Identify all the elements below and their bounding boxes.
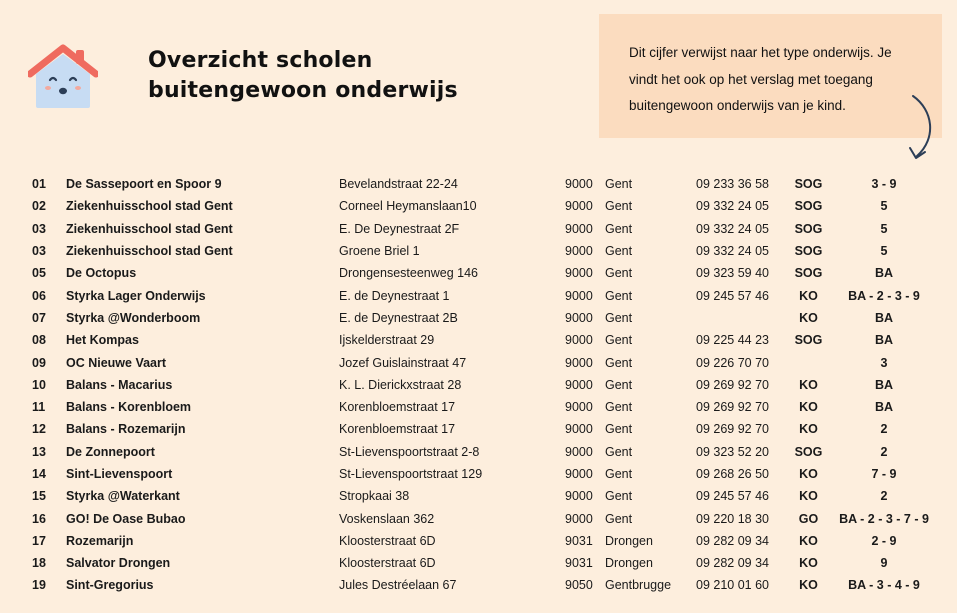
school-type: SOG — [794, 444, 823, 459]
school-street: Voskenslaan 362 — [339, 511, 435, 526]
school-num: 03 — [32, 221, 46, 236]
school-zip: 9000 — [565, 467, 593, 481]
school-code: BA - 2 - 3 - 9 — [848, 288, 920, 303]
school-street: St-Lievenspoortstraat 129 — [339, 467, 483, 481]
school-street: Kloosterstraat 6D — [339, 556, 436, 571]
school-zip: 9000 — [565, 199, 593, 214]
school-phone: 09 332 24 05 — [696, 221, 769, 236]
school-street: Groene Briel 1 — [339, 244, 420, 259]
house-mascot-icon — [28, 44, 98, 110]
school-phone: 09 323 59 40 — [696, 266, 769, 281]
school-type: SOG — [794, 177, 823, 192]
school-city: Gent — [605, 288, 633, 303]
school-name: Sint-Lievenspoort — [66, 467, 173, 481]
school-name: Styrka @Wonderboom — [66, 310, 201, 325]
school-street: Stropkaai 38 — [339, 489, 410, 504]
school-city: Drongen — [605, 556, 653, 571]
school-zip: 9000 — [565, 511, 593, 526]
school-phone: 09 268 26 50 — [696, 467, 769, 481]
school-street: Korenbloemstraat 17 — [339, 422, 456, 437]
school-name: Balans - Macarius — [66, 377, 173, 392]
title-line-1: Overzicht scholen — [148, 48, 373, 73]
school-code: BA — [874, 400, 894, 415]
info-note: Dit cijfer verwijst naar het type onderwijs. Je vindt het ook op het verslag met toegang buitengewoon onderwijs van je kind. — [599, 14, 942, 138]
school-num: 17 — [32, 533, 46, 548]
school-type: KO — [799, 288, 818, 303]
school-phone: 09 332 24 05 — [696, 199, 769, 214]
table-row — [32, 195, 945, 217]
school-phone: 09 269 92 70 — [696, 422, 769, 437]
table-row — [32, 396, 945, 418]
table-row — [32, 307, 945, 329]
school-num: 16 — [32, 511, 46, 526]
school-phone: 09 233 36 58 — [696, 177, 769, 192]
table-row — [32, 351, 945, 373]
school-num: 11 — [32, 400, 46, 415]
school-name: Sint-Gregorius — [66, 578, 154, 593]
school-num: 14 — [32, 467, 46, 481]
school-name: Ziekenhuisschool stad Gent — [66, 199, 233, 214]
school-zip: 9000 — [565, 177, 593, 192]
school-city: Gent — [605, 177, 633, 192]
school-street: Corneel Heymanslaan10 — [339, 199, 477, 214]
school-type: KO — [799, 489, 818, 504]
school-city: Gent — [605, 333, 633, 348]
school-name: Styrka Lager Onderwijs — [66, 288, 206, 303]
school-name: De Zonnepoort — [66, 444, 155, 459]
school-city: Gent — [605, 422, 633, 437]
table-row — [32, 173, 945, 195]
school-num: 18 — [32, 556, 46, 571]
school-phone: 09 323 52 20 — [696, 444, 769, 459]
school-code: 2 - 9 — [871, 533, 897, 548]
school-num: 03 — [32, 244, 46, 259]
school-phone: 09 269 92 70 — [696, 377, 769, 392]
table-row — [32, 284, 945, 306]
school-zip: 9000 — [565, 266, 593, 281]
school-name: GO! De Oase Bubao — [66, 511, 186, 526]
school-street: E. De Deynestraat 2F — [339, 221, 460, 236]
school-num: 09 — [32, 355, 46, 370]
school-zip: 9000 — [565, 288, 593, 303]
school-city: Gent — [605, 400, 633, 415]
school-code: 3 - 9 — [871, 177, 897, 192]
school-city: Gent — [605, 199, 633, 214]
school-zip: 9000 — [565, 444, 593, 459]
table-row — [32, 240, 945, 262]
school-code: 2 — [880, 489, 888, 504]
school-type: KO — [799, 310, 818, 325]
schools-table — [32, 173, 945, 597]
school-code: BA — [874, 266, 894, 281]
school-city: Drongen — [605, 533, 653, 548]
school-name: Rozemarijn — [66, 533, 134, 548]
title-line-2: buitengewoon onderwijs — [148, 78, 458, 103]
school-city: Gent — [605, 266, 633, 281]
school-zip: 9000 — [565, 400, 593, 415]
school-city: Gent — [605, 467, 633, 481]
school-code: 2 — [880, 444, 888, 459]
table-row — [32, 463, 945, 485]
school-street: K. L. Dierickxstraat 28 — [339, 377, 462, 392]
school-num: 07 — [32, 310, 46, 325]
table-row — [32, 485, 945, 507]
school-name: Balans - Rozemarijn — [66, 422, 186, 437]
school-type — [794, 351, 823, 373]
school-zip: 9050 — [565, 578, 593, 593]
table-row — [32, 441, 945, 463]
school-code: 5 — [880, 221, 888, 236]
school-city: Gent — [605, 377, 633, 392]
school-code: BA - 3 - 4 - 9 — [848, 578, 920, 593]
table-row — [32, 374, 945, 396]
school-street: Jozef Guislainstraat 47 — [339, 355, 467, 370]
school-city: Gentbrugge — [605, 578, 672, 593]
school-name: Styrka @Waterkant — [66, 489, 180, 504]
school-city: Gent — [605, 355, 633, 370]
school-type: KO — [799, 467, 818, 481]
school-city: Gent — [605, 511, 633, 526]
school-num: 01 — [32, 177, 46, 192]
school-code: BA — [874, 310, 894, 325]
table-row — [32, 552, 945, 574]
table-row — [32, 574, 945, 596]
school-zip: 9000 — [565, 489, 593, 504]
school-street: Drongensesteenweg 146 — [339, 266, 478, 281]
school-num: 05 — [32, 266, 46, 281]
school-type: SOG — [794, 333, 823, 348]
school-code: BA - 2 - 3 - 7 - 9 — [839, 511, 929, 526]
table-row — [32, 507, 945, 529]
table-row — [32, 218, 945, 240]
school-name: Balans - Korenbloem — [66, 400, 192, 415]
school-street: Korenbloemstraat 17 — [339, 400, 456, 415]
school-phone: 09 225 44 23 — [696, 333, 769, 348]
school-name: Het Kompas — [66, 333, 139, 348]
school-num: 13 — [32, 444, 46, 459]
school-street: St-Lievenspoortstraat 2-8 — [339, 444, 480, 459]
table-row — [32, 329, 945, 351]
school-type: KO — [799, 422, 818, 437]
school-street: E. de Deynestraat 2B — [339, 310, 458, 325]
school-zip: 9000 — [565, 333, 593, 348]
school-type: KO — [799, 377, 818, 392]
school-street: Bevelandstraat 22-24 — [339, 177, 458, 192]
school-num: 12 — [32, 422, 46, 437]
school-type: SOG — [794, 266, 823, 281]
school-type: KO — [799, 578, 818, 593]
school-num: 15 — [32, 489, 46, 504]
school-type: SOG — [794, 199, 823, 214]
school-type: KO — [799, 533, 818, 548]
school-zip: 9000 — [565, 422, 593, 437]
school-name: Salvator Drongen — [66, 556, 171, 571]
school-name: Ziekenhuisschool stad Gent — [66, 221, 233, 236]
school-city: Gent — [605, 310, 633, 325]
school-type: KO — [799, 400, 818, 415]
curved-arrow-icon — [897, 92, 947, 164]
school-city: Gent — [605, 221, 633, 236]
table-row — [32, 530, 945, 552]
school-num: 02 — [32, 199, 46, 214]
school-code: BA — [874, 377, 894, 392]
school-phone — [696, 307, 794, 329]
school-phone: 09 282 09 34 — [696, 533, 769, 548]
table-row — [32, 418, 945, 440]
school-street: E. de Deynestraat 1 — [339, 288, 450, 303]
school-phone: 09 332 24 05 — [696, 244, 769, 259]
school-zip: 9000 — [565, 377, 593, 392]
school-phone: 09 282 09 34 — [696, 556, 769, 571]
school-phone: 09 226 70 70 — [696, 355, 769, 370]
school-zip: 9000 — [565, 355, 593, 370]
school-code: BA — [874, 333, 894, 348]
school-phone: 09 269 92 70 — [696, 400, 769, 415]
school-city: Gent — [605, 444, 633, 459]
school-phone: 09 210 01 60 — [696, 578, 769, 593]
school-street: Jules Destréelaan 67 — [339, 578, 457, 593]
table-row — [32, 262, 945, 284]
school-code: 3 — [880, 355, 888, 370]
school-phone: 09 245 57 46 — [696, 489, 769, 504]
school-num: 08 — [32, 333, 46, 348]
school-type: GO — [798, 511, 819, 526]
school-zip: 9000 — [565, 310, 593, 325]
school-name: De Sassepoort en Spoor 9 — [66, 177, 222, 192]
school-zip: 9000 — [565, 244, 593, 259]
school-num: 06 — [32, 288, 46, 303]
school-name: De Octopus — [66, 266, 137, 281]
school-street: Kloosterstraat 6D — [339, 533, 436, 548]
school-code: 5 — [880, 244, 888, 259]
school-num: 10 — [32, 377, 46, 392]
school-type: SOG — [794, 221, 823, 236]
school-zip: 9031 — [565, 556, 593, 571]
school-city: Gent — [605, 489, 633, 504]
school-code: 9 — [880, 556, 888, 571]
school-zip: 9031 — [565, 533, 593, 548]
school-type: KO — [799, 556, 818, 571]
school-name: OC Nieuwe Vaart — [66, 355, 167, 370]
school-type: SOG — [794, 244, 823, 259]
school-code: 7 - 9 — [871, 467, 897, 481]
school-code: 2 — [880, 422, 888, 437]
school-phone: 09 245 57 46 — [696, 288, 769, 303]
school-street: Ijskelderstraat 29 — [339, 333, 435, 348]
school-phone: 09 220 18 30 — [696, 511, 769, 526]
school-zip: 9000 — [565, 221, 593, 236]
school-city: Gent — [605, 244, 633, 259]
page-title — [148, 46, 458, 106]
school-name: Ziekenhuisschool stad Gent — [66, 244, 233, 259]
school-num: 19 — [32, 578, 46, 593]
school-code: 5 — [880, 199, 888, 214]
